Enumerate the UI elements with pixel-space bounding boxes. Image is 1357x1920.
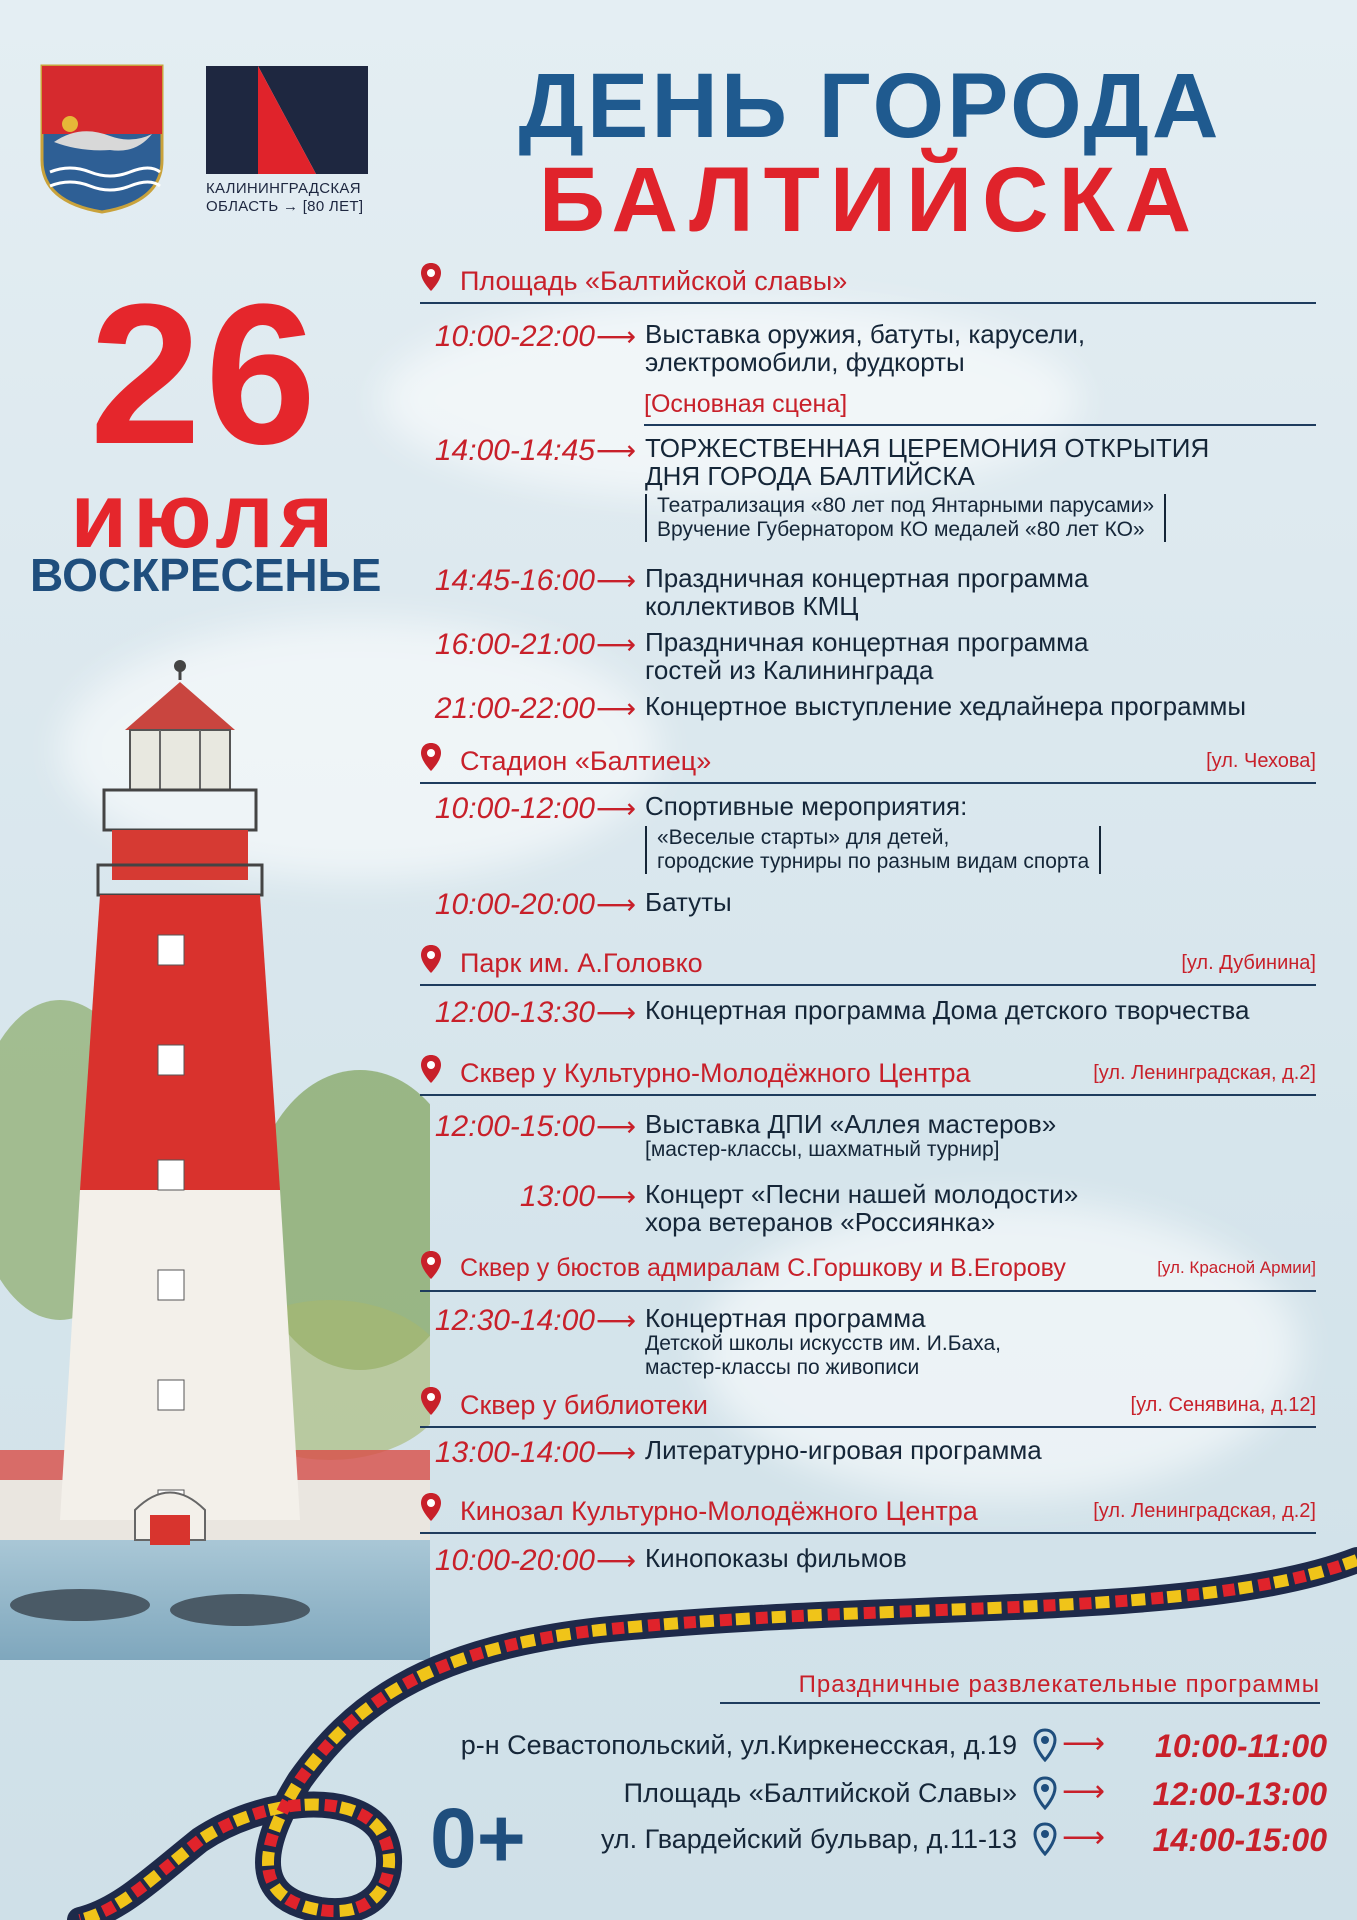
location-pin-icon xyxy=(420,1386,442,1416)
venue-name: Площадь «Балтийской славы» xyxy=(460,266,848,296)
location-pin-icon xyxy=(420,944,442,974)
event-line: Концертная программа Дома детского творчества xyxy=(645,995,1250,1025)
arrow-right-icon: ⟶ xyxy=(596,1304,637,1337)
event-line: электромобили, фудкорты xyxy=(645,347,965,377)
venue-header xyxy=(420,1250,1316,1292)
arrow-right-icon: ⟶ xyxy=(596,1180,637,1213)
event-sub-line: городские турниры по разным видам спорта xyxy=(657,850,1090,873)
event-time: 14:45-16:00 xyxy=(434,564,595,597)
entertainment-time: 10:00-11:00 xyxy=(1155,1728,1327,1764)
arrow-right-icon: ⟶ xyxy=(596,628,637,661)
entertainment-location: ул. Гвардейский бульвар, д.11-13 xyxy=(600,1824,1017,1854)
event-description xyxy=(645,888,732,916)
event-time: 21:00-22:00 xyxy=(434,692,595,725)
entertainment-row xyxy=(427,1726,1327,1766)
venue-header xyxy=(420,944,1316,986)
location-pin-icon xyxy=(420,1492,442,1522)
entertainment-time: 14:00-15:00 xyxy=(1152,1822,1327,1858)
location-pin-icon xyxy=(1033,1728,1057,1762)
title-line-2: БАЛТИЙСКА xyxy=(538,149,1202,251)
event-description xyxy=(645,1180,1078,1236)
event-line: Батуты xyxy=(645,887,732,917)
arrow-right-icon: ⟶ xyxy=(596,1544,637,1577)
arrow-right-icon: ⟶ xyxy=(596,996,637,1029)
venue-name: Стадион «Балтиец» xyxy=(460,746,712,776)
venue-address: [ул. Чехова] xyxy=(1206,750,1316,772)
venue-name: Сквер у библиотеки xyxy=(460,1390,708,1420)
arrow-right-icon: ⟶ xyxy=(596,692,637,725)
location-pin-icon xyxy=(420,1250,442,1280)
event-sub-bracket xyxy=(645,826,1101,874)
divider xyxy=(720,1702,1320,1704)
event-line: Литературно-игровая программа xyxy=(645,1435,1042,1465)
arrow-right-icon: ⟶ xyxy=(1061,1774,1105,1809)
event-description xyxy=(645,1110,1056,1162)
date-day: 26 xyxy=(89,263,321,486)
venue-address: [ул. Ленинградская, д.2] xyxy=(1093,1062,1316,1084)
venue-name: Парк им. А.Головко xyxy=(460,948,703,978)
venue-header xyxy=(420,1054,1316,1096)
lighthouse-illustration xyxy=(0,660,430,1660)
venue-address: [ул. Ленинградская, д.2] xyxy=(1093,1500,1316,1522)
event-description xyxy=(645,1304,1001,1380)
venue-header xyxy=(420,1492,1316,1534)
venue-name: Кинозал Культурно-Молодёжного Центра xyxy=(460,1496,978,1526)
date-weekday: ВОСКРЕСЕНЬЕ xyxy=(30,549,382,601)
event-time: 12:00-15:00 xyxy=(434,1110,595,1143)
event-description xyxy=(645,628,1088,684)
entertainment-row xyxy=(427,1820,1327,1860)
event-sub-bracket xyxy=(645,494,1166,542)
event-time: 12:00-13:30 xyxy=(434,996,595,1029)
venue-header xyxy=(420,1386,1316,1428)
entertainment-time: 12:00-13:00 xyxy=(1152,1776,1327,1812)
event-line: ДНЯ ГОРОДА БАЛТИЙСКА xyxy=(645,461,975,491)
event-time: 14:00-14:45 xyxy=(434,434,595,467)
event-sub-line: Вручение Губернатором КО медалей «80 лет КО» xyxy=(657,518,1145,541)
event-description xyxy=(645,434,1209,542)
event-line: Концертное выступление хедлайнера программы xyxy=(645,691,1247,721)
date-month: июля xyxy=(70,465,340,567)
region-logo-line-2: ОБЛАСТЬ → [80 ЛЕТ] xyxy=(206,198,364,215)
event-description xyxy=(645,1436,1042,1464)
arrow-right-icon: ⟶ xyxy=(596,888,637,921)
event-line: коллективов КМЦ xyxy=(645,591,859,621)
arrow-right-icon: ⟶ xyxy=(596,320,637,353)
event-sub-line: мастер-классы по живописи xyxy=(645,1356,920,1379)
age-rating: 0+ xyxy=(430,1791,526,1885)
event-line: Кинопоказы фильмов xyxy=(645,1543,907,1573)
event-description xyxy=(645,996,1249,1024)
event-description xyxy=(645,792,1101,874)
arrow-right-icon: ⟶ xyxy=(596,564,637,597)
event-time: 10:00-20:00 xyxy=(434,1544,595,1577)
event-time: 10:00-12:00 xyxy=(434,792,595,825)
arrow-right-icon: ⟶ xyxy=(1061,1726,1105,1761)
entertainment-title: Праздничные развлекательные программы xyxy=(798,1671,1320,1698)
location-pin-icon xyxy=(1033,1822,1057,1856)
event-line: Концертная программа xyxy=(645,1303,926,1333)
event-time: 13:00-14:00 xyxy=(434,1436,595,1469)
event-time: 12:30-14:00 xyxy=(434,1304,595,1337)
title-line-1: ДЕНЬ ГОРОДА xyxy=(518,55,1222,157)
event-sub-line: Детской школы искусств им. И.Баха, xyxy=(645,1332,1001,1355)
event-sub-line: Театрализация «80 лет под Янтарными парусами» xyxy=(657,494,1154,517)
stage-label: [Основная сцена] xyxy=(644,390,848,418)
venue-address: [ул. Дубинина] xyxy=(1181,952,1316,974)
event-time: 13:00 xyxy=(519,1180,595,1213)
event-line: ТОРЖЕСТВЕННАЯ ЦЕРЕМОНИЯ ОТКРЫТИЯ xyxy=(645,433,1210,463)
event-line: гостей из Калининграда xyxy=(645,655,934,685)
location-pin-icon xyxy=(420,1054,442,1084)
venue-address: [ул. Красной Армии] xyxy=(1157,1258,1316,1277)
entertainment-location: Площадь «Балтийской Славы» xyxy=(623,1778,1017,1808)
location-pin-icon xyxy=(420,742,442,772)
event-time: 10:00-22:00 xyxy=(434,320,595,353)
event-description xyxy=(645,692,1246,720)
event-sub-line: [мастер-классы, шахматный турнир] xyxy=(645,1138,1000,1161)
venue-header xyxy=(420,742,1316,784)
venue-address: [ул. Сенявина, д.12] xyxy=(1130,1394,1316,1416)
event-line: Праздничная концертная программа xyxy=(645,563,1089,593)
event-description xyxy=(645,320,1085,376)
arrow-right-icon: ⟶ xyxy=(596,1110,637,1143)
region-logo-text xyxy=(206,180,363,216)
entertainment-row xyxy=(427,1774,1327,1814)
region-logo-line-1: КАЛИНИНГРАДСКАЯ xyxy=(206,180,361,197)
event-line: Спортивные мероприятия: xyxy=(645,791,968,821)
location-pin-icon xyxy=(420,262,442,292)
entertainment-location: р-н Севастопольский, ул.Киркенесская, д.19 xyxy=(460,1730,1017,1760)
event-time: 10:00-20:00 xyxy=(434,888,595,921)
arrow-right-icon: ⟶ xyxy=(596,434,637,467)
event-line: Выставка ДПИ «Аллея мастеров» xyxy=(645,1109,1057,1139)
divider xyxy=(644,424,1316,426)
arrow-right-icon: ⟶ xyxy=(596,1436,637,1469)
venue-header xyxy=(420,262,1316,304)
event-line: Выставка оружия, батуты, карусели, xyxy=(645,319,1086,349)
event-line: Праздничная концертная программа xyxy=(645,627,1089,657)
baltiysk-coat-of-arms xyxy=(40,64,164,214)
venue-name: Сквер у Культурно-Молодёжного Центра xyxy=(460,1058,971,1088)
venue-name: Сквер у бюстов адмиралам С.Горшкову и В.Егорову xyxy=(460,1254,1066,1282)
event-time: 16:00-21:00 xyxy=(434,628,595,661)
event-line: хора ветеранов «Россиянка» xyxy=(645,1207,996,1237)
event-sub-line: «Веселые старты» для детей, xyxy=(657,826,950,849)
event-line: Концерт «Песни нашей молодости» xyxy=(645,1179,1079,1209)
arrow-right-icon: ⟶ xyxy=(596,792,637,825)
event-description xyxy=(645,564,1088,620)
location-pin-icon xyxy=(1033,1776,1057,1810)
arrow-right-icon: ⟶ xyxy=(1061,1820,1105,1855)
